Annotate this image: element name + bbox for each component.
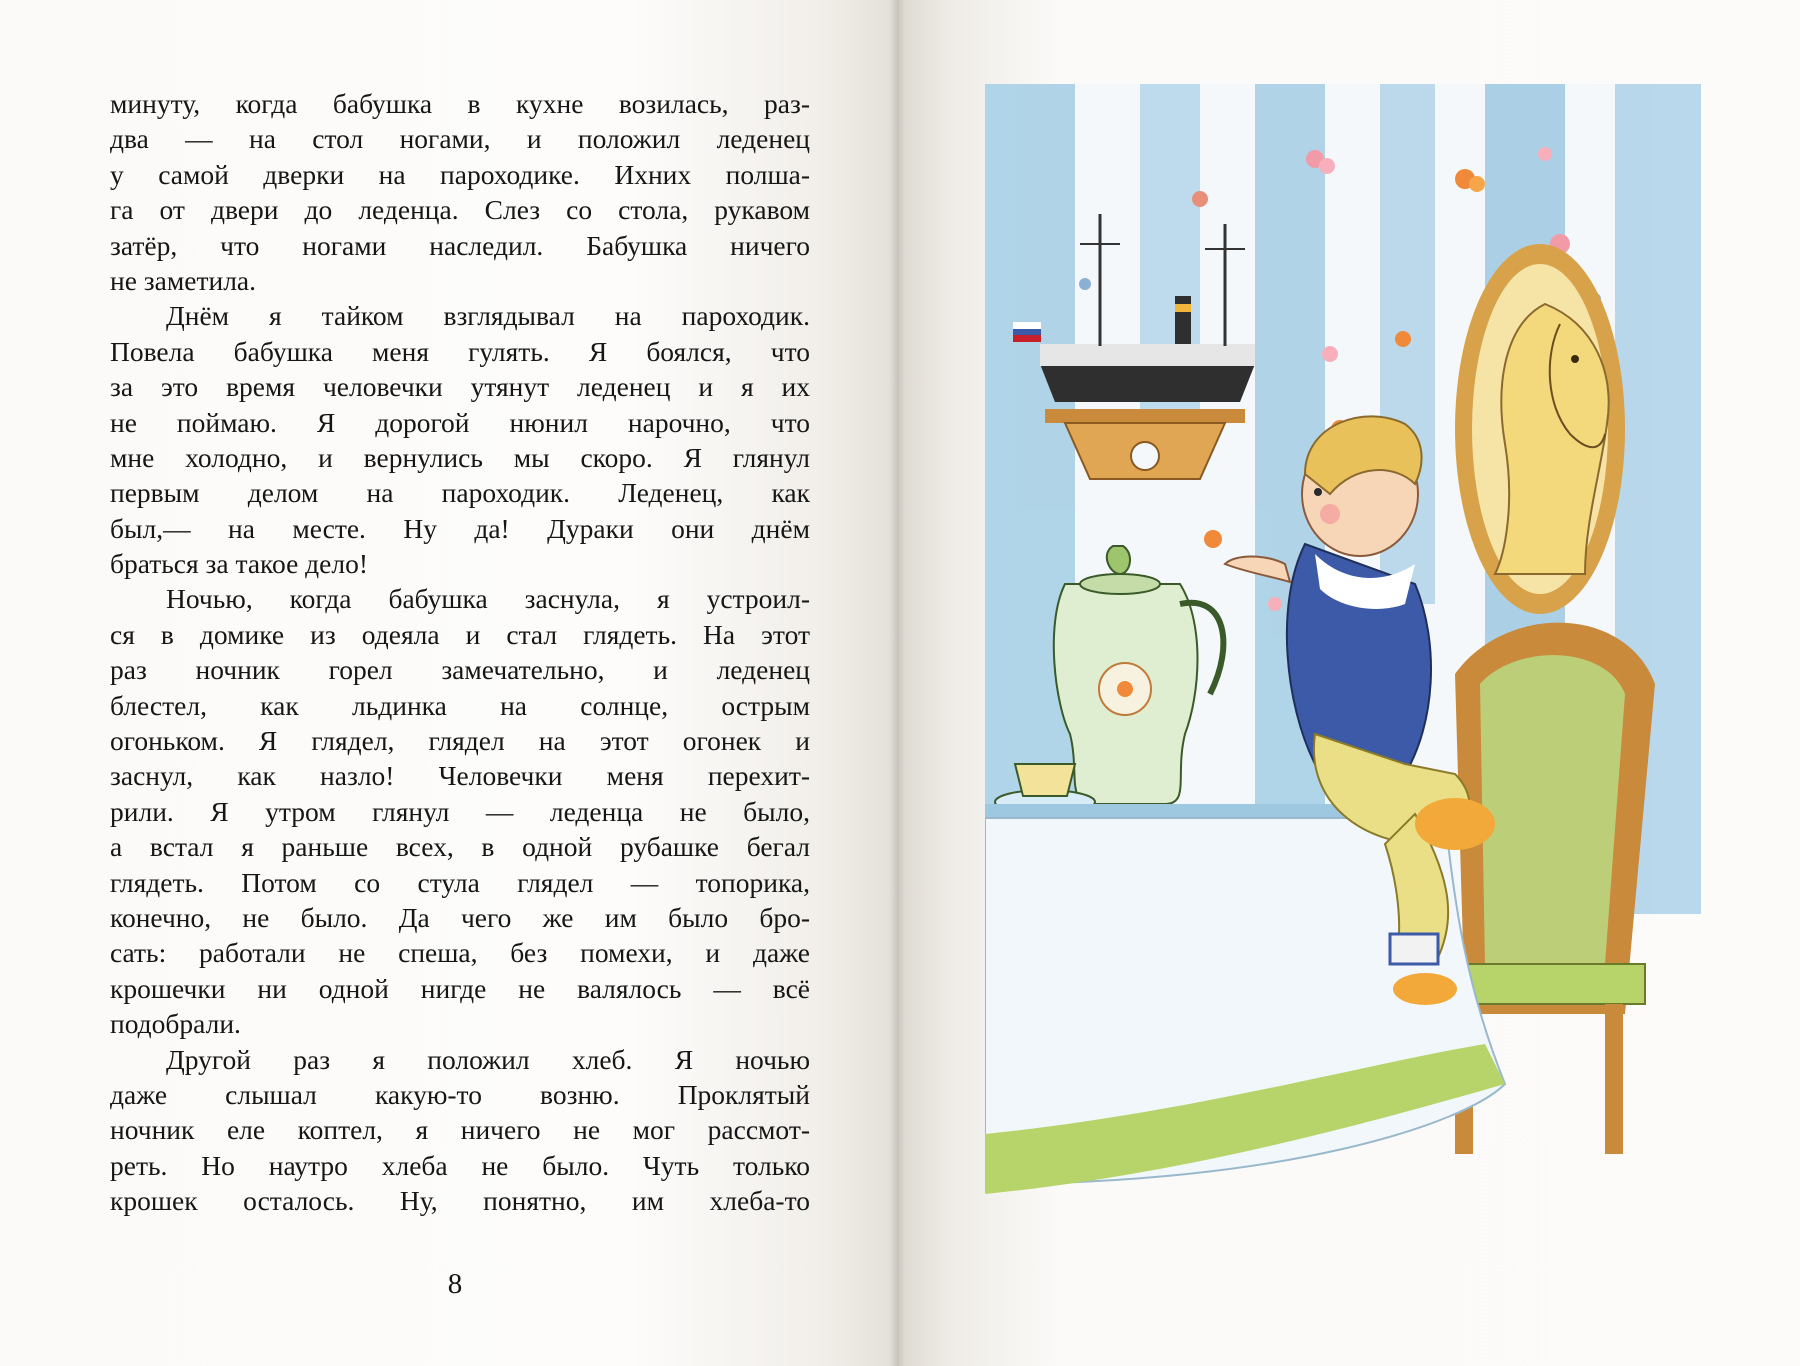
text-line: у самой дверки на пароходике. Ихних полша- <box>110 158 810 190</box>
illustration <box>985 84 1701 1234</box>
text-line: раз ночник горел замечательно, и леденец <box>110 654 810 686</box>
text-line: сать: работали не спеша, без помехи, и даже <box>110 937 810 969</box>
gutter-shadow <box>889 0 905 1366</box>
text-line: два — на стол ногами, и положил леденец <box>110 123 810 155</box>
text-line: огоньком. Я глядел, глядел на этот огонек и <box>110 725 810 757</box>
text-line: Ночью, когда бабушка заснула, я устроил- <box>166 583 810 615</box>
text-line: рили. Я утром глянул — леденца не было, <box>110 795 810 827</box>
text-line: Другой раз я положил хлеб. Я ночью <box>166 1043 810 1075</box>
text-line: подобрали. <box>110 1008 241 1040</box>
text-line: ся в домике из одеяла и стал глядеть. На этот <box>110 618 810 650</box>
text-line: был,— на месте. Ну да! Дураки они днём <box>110 512 810 544</box>
left-page <box>0 0 897 1366</box>
text-line: первым делом на пароходик. Леденец, как <box>110 477 810 509</box>
text-line: реть. Но наутро хлеба не было. Чуть только <box>110 1149 810 1181</box>
text-line: не заметила. <box>110 264 257 296</box>
text-line: затёр, что ногами наследил. Бабушка ничего <box>110 229 810 261</box>
text-line: блестел, как льдинка на солнце, острым <box>110 689 810 721</box>
text-line: Повела бабушка меня гулять. Я боялся, что <box>110 335 810 367</box>
text-line: крошечки ни одной нигде не валялось — всё <box>110 972 810 1004</box>
text-line: мне холодно, и вернулись мы скоро. Я глянул <box>110 441 810 473</box>
text-line: крошек осталось. Ну, понятно, им хлеба-то <box>110 1185 810 1217</box>
text-line: не поймаю. Я дорогой нюнил нарочно, что <box>110 406 810 438</box>
text-line: заснул, как назло! Человечки меня перехит- <box>110 760 810 792</box>
text-line: минуту, когда бабушка в кухне возилась, раз- <box>110 88 810 119</box>
text-line: глядеть. Потом со стула глядел — топорика, <box>110 866 810 898</box>
text-block <box>110 86 810 1219</box>
text-line: а встал я раньше всех, в одной рубашке бегал <box>110 831 810 863</box>
text-line: даже слышал какую-то возню. Проклятый <box>110 1078 810 1110</box>
text-line: ночник еле коптел, я ничего не мог рассмот- <box>110 1114 810 1146</box>
page-number: 8 <box>447 1268 463 1300</box>
text-line: браться за такое дело! <box>110 548 368 580</box>
text-line: га от двери до леденца. Слез со стола, рукавом <box>110 194 810 226</box>
text-line: конечно, не было. Да чего же им было бро- <box>110 901 810 933</box>
horse-portrait <box>1455 244 1625 614</box>
text-line: за это время человечки утянут леденец и я их <box>110 371 810 403</box>
text-line: Днём я тайком взглядывал на пароходик. <box>166 300 810 332</box>
